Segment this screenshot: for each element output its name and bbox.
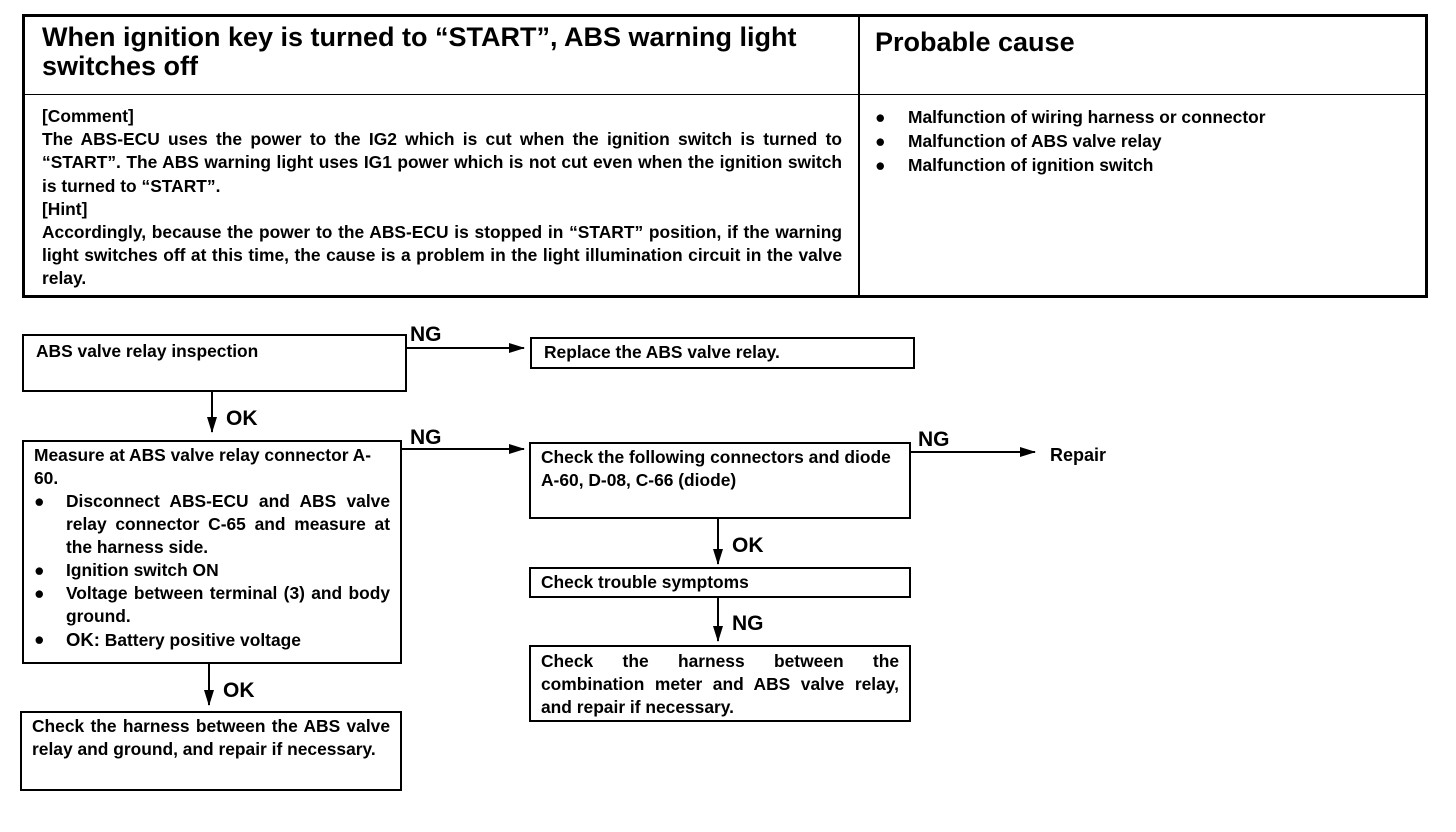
- bullet-icon: ●: [875, 107, 886, 127]
- bullet-icon: ●: [34, 560, 45, 580]
- relay-inspection-box: [22, 334, 407, 392]
- hint-text: Accordingly, because the power to the ABS-ECU is stopped in “START” position, if the warning light switches off at this time, the cause is a problem in the light illumination circuit in the valve relay.: [42, 222, 842, 289]
- ok-value: Battery positive voltage: [99, 630, 301, 650]
- ng-label: NG: [732, 612, 764, 635]
- ng-label: NG: [918, 428, 950, 451]
- ng-label: NG: [410, 323, 442, 346]
- comment-label: [Comment]: [42, 106, 134, 126]
- check-connectors-box: [529, 442, 911, 519]
- symptom-heading: When ignition key is turned to “START”, ABS warning light switches off: [42, 22, 797, 81]
- ok-label: OK: [226, 407, 258, 430]
- measure-step: ● Ignition switch ON: [34, 560, 219, 580]
- comment-text: The ABS-ECU uses the power to the IG2 which is cut when the ignition switch is turned to “START”. The ABS warning light uses IG1 power which is not cut even when the ignition switch is turned to “START”.: [42, 129, 842, 196]
- probable-cause-heading: Probable cause: [875, 27, 1075, 57]
- measure-step: ● Voltage between terminal (3) and body ground.: [34, 583, 390, 626]
- ok-label: OK: [223, 679, 255, 702]
- ok-label: OK:: [66, 629, 100, 650]
- measure-ok-criteria: [34, 628, 390, 652]
- harness-ground-text: Check the harness between the ABS valve relay and ground, and repair if necessary.: [32, 716, 390, 759]
- cause-item: ● Malfunction of ABS valve relay: [875, 131, 1162, 151]
- bullet-icon: ●: [875, 131, 886, 151]
- trouble-symptoms-box: [529, 567, 911, 598]
- measure-connector-box: [22, 440, 402, 664]
- repair-text: Repair: [1050, 445, 1107, 465]
- replace-relay-text: Replace the ABS valve relay.: [544, 342, 780, 362]
- measure-step-list: [34, 490, 390, 652]
- cause-item: ● Malfunction of ignition switch: [875, 155, 1154, 175]
- cause-item: ● Malfunction of wiring harness or connector: [875, 107, 1266, 127]
- ok-label: OK: [732, 534, 764, 557]
- bullet-icon: ●: [34, 629, 45, 649]
- check-connectors-title: Check the following connectors and diode: [541, 447, 891, 467]
- trouble-symptoms-text: Check trouble symptoms: [541, 572, 749, 592]
- replace-relay-box: [530, 337, 915, 369]
- bullet-icon: ●: [34, 491, 45, 511]
- ng-label: NG: [410, 426, 442, 449]
- measure-connector-title: Measure at ABS valve relay connector A-60.: [34, 445, 371, 488]
- harness-meter-box: [529, 645, 911, 722]
- bullet-icon: ●: [34, 583, 45, 603]
- harness-meter-text: Check the harness between the combination meter and ABS valve relay, and repair if necessary.: [541, 651, 899, 717]
- connector-list: A-60, D-08, C-66 (diode): [541, 470, 737, 490]
- harness-ground-box: [20, 711, 402, 791]
- relay-inspection-text: ABS valve relay inspection: [36, 341, 259, 361]
- bullet-icon: ●: [875, 155, 886, 175]
- measure-step: ● Disconnect ABS-ECU and ABS valve relay connector C-65 and measure at the harness side.: [34, 491, 390, 557]
- hint-label: [Hint]: [42, 198, 88, 219]
